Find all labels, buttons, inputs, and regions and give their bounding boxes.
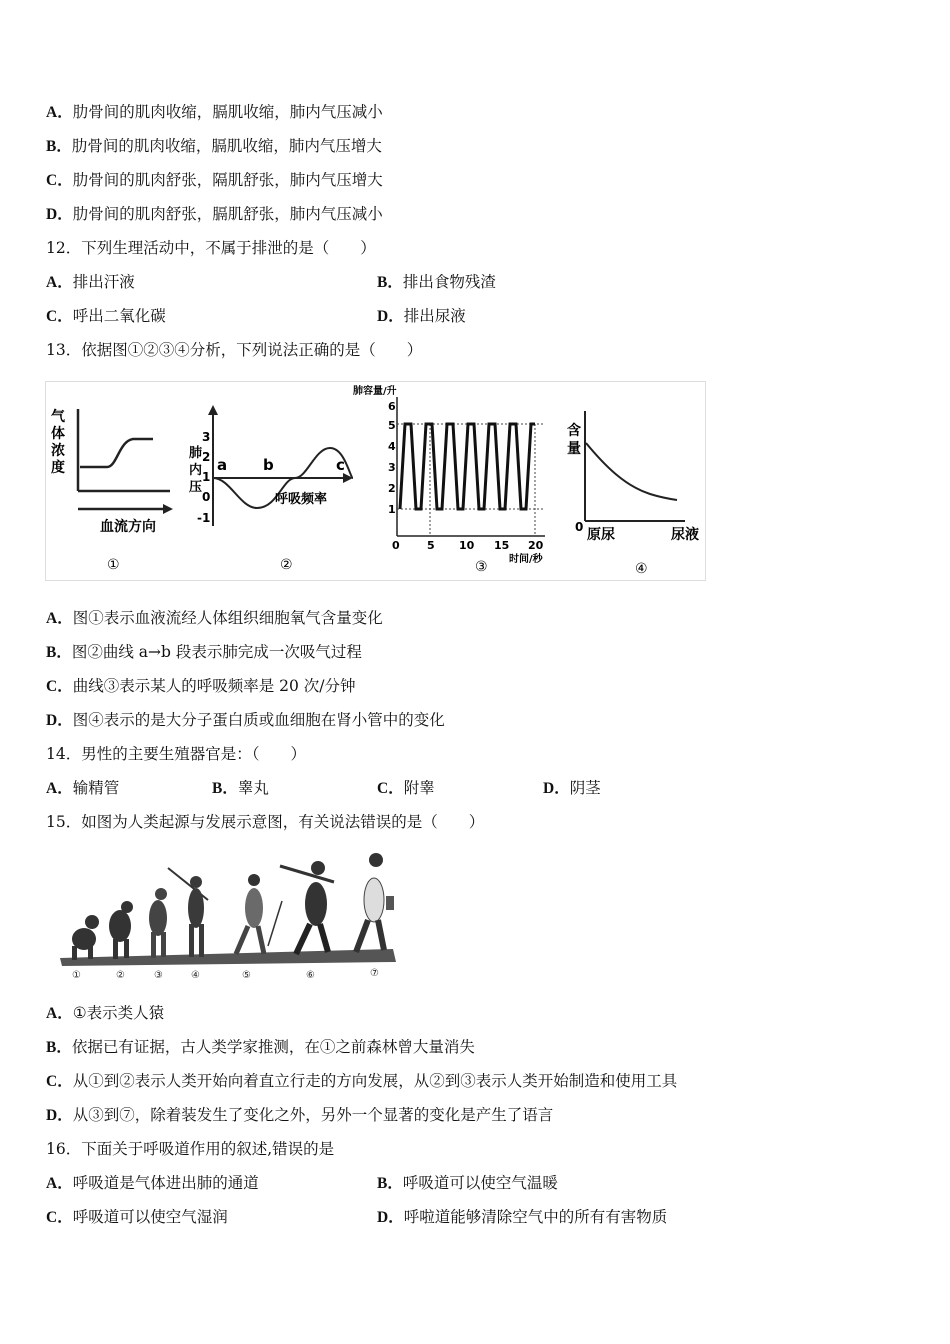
fig1-ylabel-3: 浓 bbox=[51, 443, 65, 459]
q13-option-a: A．图①表示血液流经人体组织细胞氧气含量变化 bbox=[46, 609, 383, 627]
evolution-labels bbox=[72, 968, 379, 981]
q11-option-c: C．肋骨间的肌肉舒张，隔肌舒张，肺内气压增大 bbox=[46, 171, 383, 189]
q14-option-c: C．附睾 bbox=[377, 779, 435, 797]
fig2-point-a: a bbox=[217, 456, 228, 474]
q12-stem: 12．下列生理活动中，不属于排泄的是（ ） bbox=[46, 239, 376, 257]
q13-option-c: C．曲线③表示某人的呼吸频率是 20 次/分钟 bbox=[46, 677, 356, 695]
q14-stem: 14．男性的主要生殖器官是：（ ） bbox=[46, 745, 306, 763]
fig2-ylabel-1: 肺 bbox=[189, 446, 203, 461]
q11-option-d: D．肋骨间的肌肉舒张，膈肌舒张，肺内气压减小 bbox=[46, 205, 383, 223]
fig1-caption: ① bbox=[107, 557, 120, 573]
evolution-label-2: ② bbox=[116, 970, 125, 981]
fig2-point-c: c bbox=[336, 456, 345, 474]
q12-option-c: C．呼出二氧化碳 bbox=[46, 307, 166, 325]
fig2-tick-1: 1 bbox=[202, 470, 211, 484]
fig4-origin: 0 bbox=[575, 520, 584, 534]
fig2-point-b: b bbox=[263, 456, 274, 474]
q11-option-b: B．肋骨间的肌肉收缩，膈肌收缩，肺内气压增大 bbox=[46, 137, 382, 155]
fig3-ytick-1: 1 bbox=[388, 503, 396, 516]
fig3-ytick-2: 2 bbox=[388, 482, 396, 495]
q16-option-c: C．呼吸道可以使空气湿润 bbox=[46, 1208, 228, 1226]
figure-1-ape bbox=[72, 915, 99, 960]
evolution-label-7: ⑦ bbox=[370, 968, 379, 979]
fig1-xlabel: 血流方向 bbox=[100, 519, 156, 535]
fig2-tick-3: 3 bbox=[202, 430, 211, 444]
evolution-label-5: ⑤ bbox=[242, 970, 251, 981]
fig3-ytick-6: 6 bbox=[388, 400, 396, 413]
figure-2-ape bbox=[109, 901, 133, 959]
fig3-ylabel: 肺容量/升 bbox=[353, 386, 397, 397]
figure-3-apeman bbox=[149, 888, 167, 958]
fig4-x1: 原尿 bbox=[587, 527, 615, 543]
q16-option-d: D．呼啦道能够清除空气中的所有有害物质 bbox=[377, 1208, 668, 1226]
fig3-ytick-3: 3 bbox=[388, 461, 396, 474]
q14-option-b: B．睾丸 bbox=[212, 779, 269, 797]
q16-option-a: A．呼吸道是气体进出肺的通道 bbox=[46, 1174, 259, 1192]
fig1-ylabel-2: 体 bbox=[51, 426, 65, 442]
fig3-xtick-20: 20 bbox=[528, 539, 544, 552]
fig1-ylabel-4: 度 bbox=[51, 460, 65, 476]
fig2-tick-0: 0 bbox=[202, 490, 211, 504]
fig3-xtick-10: 10 bbox=[459, 539, 475, 552]
fig4-ylabel-2: 量 bbox=[567, 441, 581, 457]
figure-6-human bbox=[280, 861, 334, 954]
fig4-caption: ④ bbox=[635, 561, 648, 577]
fig3-xtick-15: 15 bbox=[494, 539, 510, 552]
q15-option-c: C．从①到②表示人类开始向着直立行走的方向发展，从②到③表示人类开始制造和使用工具 bbox=[46, 1072, 678, 1090]
q13-figure bbox=[45, 381, 707, 581]
fig4-ylabel-1: 含 bbox=[567, 423, 581, 439]
fig3-caption: ③ bbox=[475, 559, 488, 575]
fig3-xtick-5: 5 bbox=[427, 539, 435, 552]
fig3-ytick-4: 4 bbox=[388, 440, 396, 453]
figure-7-modern-human bbox=[356, 853, 394, 952]
fig3-xlabel: 时间/秒 bbox=[509, 554, 543, 565]
evolution-label-1: ① bbox=[72, 970, 81, 981]
q16-option-b: B．呼吸道可以使空气温暖 bbox=[377, 1174, 558, 1192]
q13-stem: 13．依据图①②③④分析，下列说法正确的是（ ） bbox=[46, 341, 423, 359]
q16-stem: 16．下面关于呼吸道作用的叙述,错误的是 bbox=[46, 1140, 335, 1158]
q13-option-b: B．图②曲线 a→b 段表示肺完成一次吸气过程 bbox=[46, 643, 362, 661]
q12-option-b: B．排出食物残渣 bbox=[377, 273, 496, 291]
figure-4-early-human bbox=[168, 868, 208, 957]
fig2-caption: ② bbox=[280, 557, 293, 573]
fig2-tick-neg1: -1 bbox=[197, 511, 211, 525]
q15-option-d: D．从③到⑦，除着装发生了变化之外，另外一个显著的变化是产生了语言 bbox=[46, 1106, 554, 1124]
q15-evolution-figure bbox=[58, 846, 398, 986]
evolution-label-6: ⑥ bbox=[306, 970, 315, 981]
q15-stem: 15．如图为人类起源与发展示意图，有关说法错误的是（ ） bbox=[46, 813, 485, 831]
fig3-ytick-5: 5 bbox=[388, 419, 396, 432]
evolution-label-3: ③ bbox=[154, 970, 163, 981]
q12-option-a: A．排出汗液 bbox=[46, 273, 135, 291]
evolution-label-4: ④ bbox=[191, 970, 200, 981]
q15-option-b: B．依据已有证据，古人类学家推测，在①之前森林曾大量消失 bbox=[46, 1038, 475, 1056]
fig3-xtick-0: 0 bbox=[392, 539, 400, 552]
q15-option-a: A．①表示类人猿 bbox=[46, 1004, 165, 1022]
fig4-x2: 尿液 bbox=[671, 527, 699, 543]
q14-option-a: A．输精管 bbox=[46, 779, 120, 797]
q11-option-a: A．肋骨间的肌肉收缩，膈肌收缩，肺内气压减小 bbox=[46, 103, 383, 121]
q12-option-d: D．排出尿液 bbox=[377, 307, 466, 325]
fig2-ylabel-3: 压 bbox=[189, 480, 203, 495]
figure-5-human bbox=[236, 874, 282, 954]
fig2-ylabel-2: 内 bbox=[189, 463, 203, 478]
fig1-ylabel-1: 气 bbox=[51, 409, 65, 425]
fig2-tick-2: 2 bbox=[202, 450, 211, 464]
fig2-xlabel: 呼吸频率 bbox=[275, 492, 328, 507]
q14-option-d: D．阴茎 bbox=[543, 779, 601, 797]
q13-option-d: D．图④表示的是大分子蛋白质或血细胞在肾小管中的变化 bbox=[46, 711, 445, 729]
